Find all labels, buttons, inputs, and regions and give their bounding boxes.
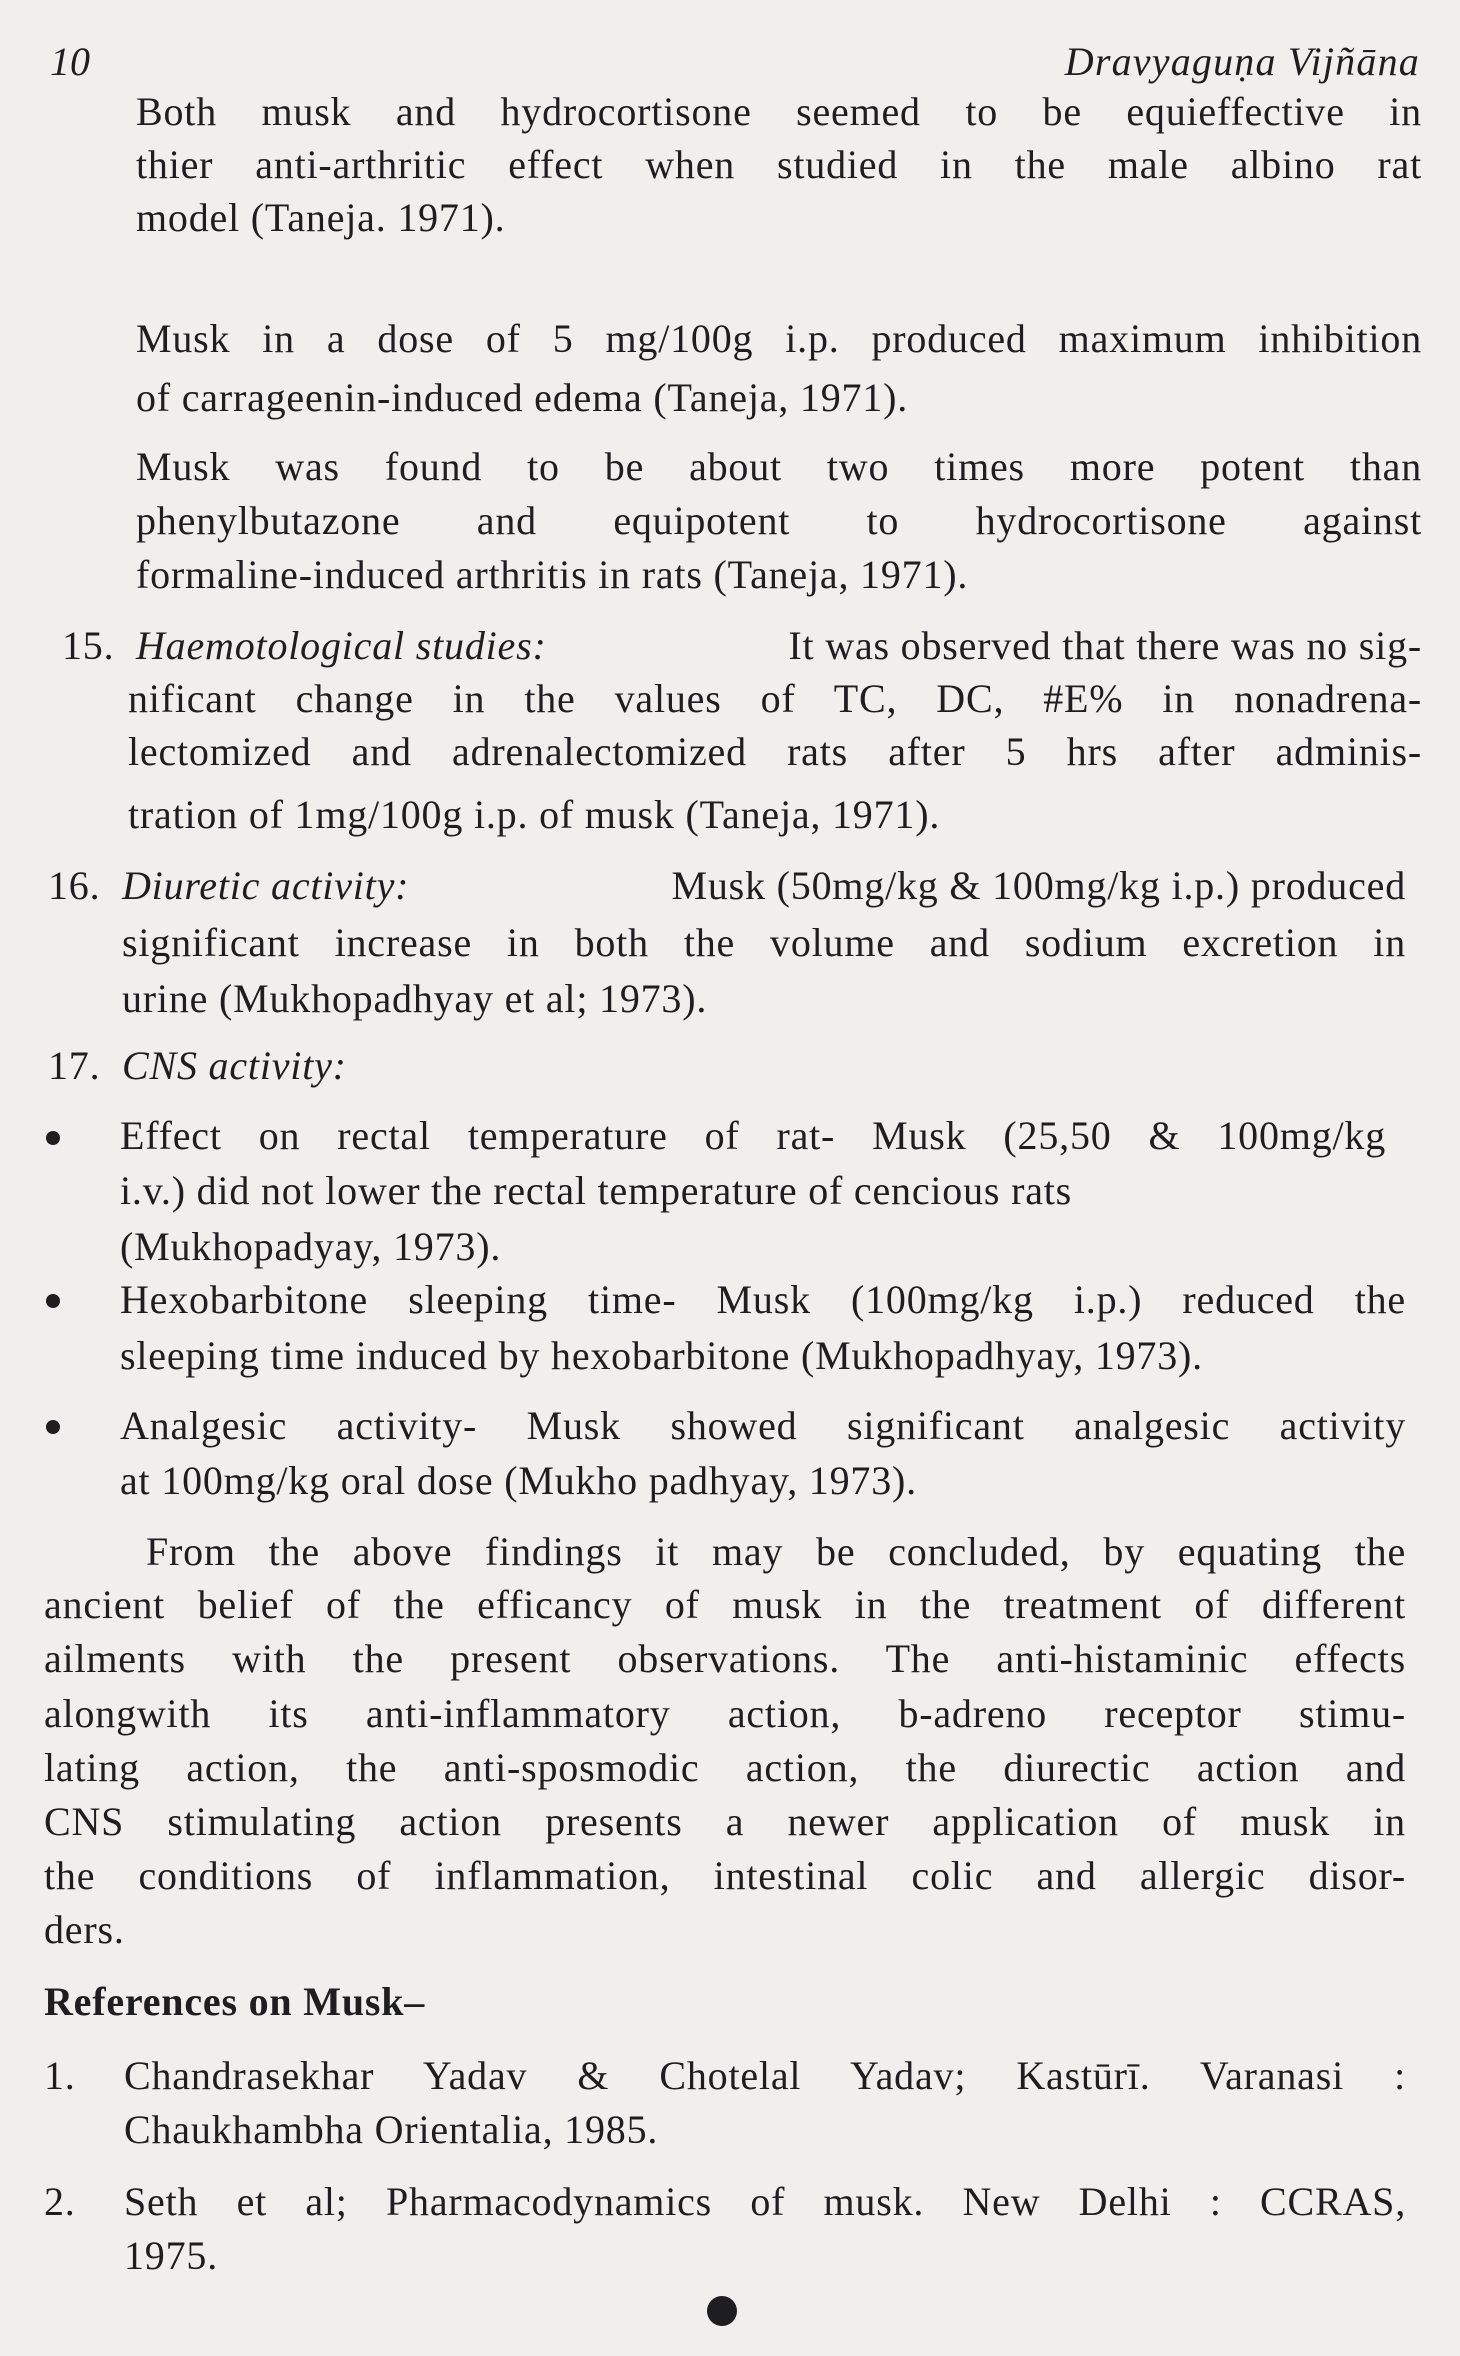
- item-15-heading: Haemotological studies:: [136, 623, 547, 668]
- conclusion-line-4: alongwith its anti-inflammatory action, b-adreno receptor stimu-: [44, 1691, 1406, 1736]
- item-16-heading: Diuretic activity:: [122, 863, 410, 908]
- intro-paragraph-1-line-1: Both musk and hydrocortisone seemed to be equieffective in: [136, 89, 1422, 134]
- item-16-first-line: [122, 860, 1406, 912]
- item-15-first-line: [136, 620, 1422, 672]
- references-heading: References on Musk–: [44, 1979, 426, 2024]
- item-15-line-4: tration of 1mg/100g i.p. of musk (Taneja, 1971).: [128, 792, 941, 837]
- bullet-1-line-1: Effect on rectal temperature of rat- Musk (25,50 & 100mg/kg: [120, 1113, 1386, 1158]
- item-17-number: 17.: [48, 1043, 101, 1088]
- reference-1-line-1: Chandrasekhar Yadav & Chotelal Yadav; Kastūrī. Varanasi :: [124, 2053, 1406, 2098]
- item-17-heading: CNS activity:: [122, 1043, 347, 1088]
- bullet-2-line-2: sleeping time induced by hexobarbitone (Mukhopadhyay, 1973).: [120, 1333, 1203, 1378]
- intro-paragraph-3-line-3: formaline-induced arthritis in rats (Taneja, 1971).: [136, 552, 969, 597]
- reference-2-line-2: 1975.: [124, 2233, 218, 2278]
- bullet-3-line-1: Analgesic activity- Musk showed significant analgesic activity: [120, 1403, 1406, 1448]
- conclusion-line-6: CNS stimulating action presents a newer application of musk in: [44, 1799, 1406, 1844]
- conclusion-line-2: ancient belief of the efficancy of musk in the treatment of different: [44, 1582, 1406, 1627]
- conclusion-line-5: lating action, the anti-sposmodic action, the diurectic action and: [44, 1745, 1406, 1790]
- item-15-number: 15.: [62, 623, 115, 668]
- reference-2-number: 2.: [44, 2179, 76, 2224]
- conclusion-line-3: ailments with the present observations. The anti-histaminic effects: [44, 1636, 1406, 1681]
- bullet-3-dot-icon: [46, 1420, 60, 1434]
- item-16-line-2: significant increase in both the volume and sodium excretion in: [122, 920, 1406, 965]
- intro-paragraph-3-line-1: Musk was found to be about two times more potent than: [136, 444, 1422, 489]
- item-16-line-3: urine (Mukhopadhyay et al; 1973).: [122, 976, 708, 1021]
- bullet-1-line-2: i.v.) did not lower the rectal temperature of cencious rats: [120, 1168, 1073, 1213]
- bullet-2-line-1: Hexobarbitone sleeping time- Musk (100mg/kg i.p.) reduced the: [120, 1277, 1406, 1322]
- conclusion-line-8: ders.: [44, 1907, 125, 1952]
- intro-paragraph-1-line-3: model (Taneja. 1971).: [136, 195, 506, 240]
- bullet-3-line-2: at 100mg/kg oral dose (Mukho padhyay, 1973).: [120, 1458, 917, 1503]
- intro-paragraph-1-line-2: thier anti-arthritic effect when studied in the male albino rat: [136, 142, 1422, 187]
- reference-1-number: 1.: [44, 2053, 76, 2098]
- reference-1-line-2: Chaukhambha Orientalia, 1985.: [124, 2107, 659, 2152]
- page-end-dot-icon: [707, 2296, 737, 2326]
- item-16-first-line-text: Musk (50mg/kg & 100mg/kg i.p.) produced: [671, 863, 1406, 908]
- running-title: Dravyaguṇa Vijñāna: [1064, 39, 1420, 84]
- item-16-number: 16.: [48, 863, 101, 908]
- page-number: 10: [50, 39, 90, 84]
- intro-paragraph-2-line-1: Musk in a dose of 5 mg/100g i.p. produced maximum inhibition: [136, 316, 1422, 361]
- bullet-2-dot-icon: [46, 1294, 60, 1308]
- reference-2-line-1: Seth et al; Pharmacodynamics of musk. New Delhi : CCRAS,: [124, 2179, 1406, 2224]
- intro-paragraph-3-line-2: phenylbutazone and equipotent to hydrocortisone against: [136, 498, 1422, 543]
- bullet-1-line-3: (Mukhopadyay, 1973).: [120, 1224, 502, 1269]
- item-15-first-line-text: It was observed that there was no sig-: [788, 623, 1422, 668]
- item-15-line-2: nificant change in the values of TC, DC, #E% in nonadrena-: [128, 676, 1422, 721]
- conclusion-line-1: From the above findings it may be concluded, by equating the: [146, 1529, 1406, 1574]
- intro-paragraph-2-line-2: of carrageenin-induced edema (Taneja, 1971).: [136, 375, 909, 420]
- conclusion-line-7: the conditions of inflammation, intestinal colic and allergic disor-: [44, 1853, 1406, 1898]
- item-15-line-3: lectomized and adrenalectomized rats after 5 hrs after adminis-: [128, 729, 1422, 774]
- bullet-1-dot-icon: [46, 1131, 60, 1145]
